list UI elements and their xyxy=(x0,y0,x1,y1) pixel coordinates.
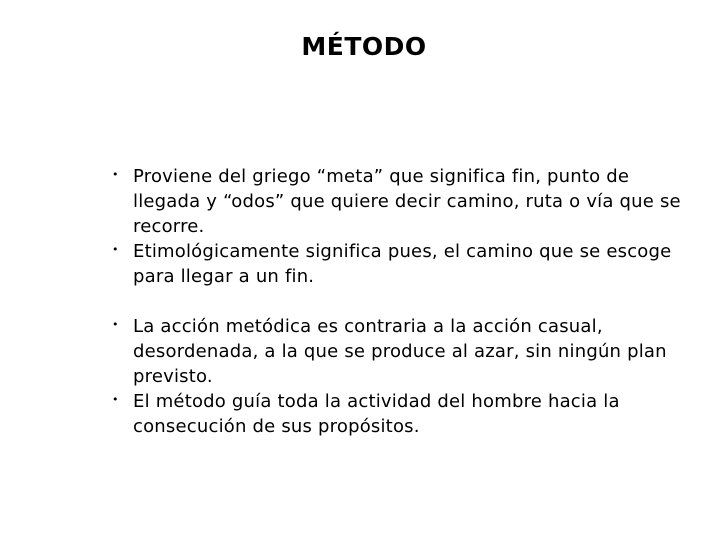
bullet-text: El método guía toda la actividad del hombre hacia la consecución de sus propósitos. xyxy=(133,391,620,437)
bullet-item xyxy=(112,389,682,439)
bullet-dot-icon: • xyxy=(112,393,119,406)
bullet-dot-icon: • xyxy=(112,243,119,256)
bullet-text: Proviene del griego “meta” que significa fin, punto de llegada y “odos” que quiere decir camino, ruta o vía que se recorre. xyxy=(133,166,681,237)
bullet-item xyxy=(112,314,682,389)
bullet-dot-icon: • xyxy=(112,168,119,181)
bullet-item xyxy=(112,164,682,239)
bullet-list xyxy=(112,164,682,439)
bullet-text: La acción metódica es contraria a la acción casual, desordenada, a la que se produce al azar, sin ningún plan previsto. xyxy=(133,316,667,387)
bullet-text: Etimológicamente significa pues, el camino que se escoge para llegar a un fin. xyxy=(133,241,672,287)
slide-title: MÉTODO xyxy=(301,32,427,61)
bullet-dot-icon: • xyxy=(112,318,119,331)
bullet-item xyxy=(112,239,682,289)
